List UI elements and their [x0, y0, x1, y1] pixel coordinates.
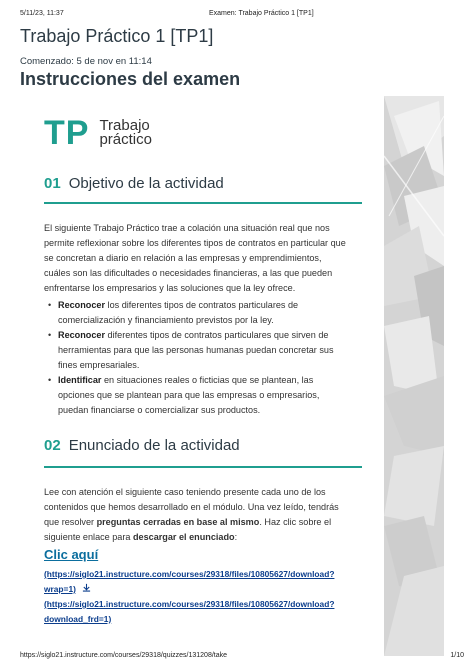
text-line: en situaciones reales o ficticias que se plantean, las — [101, 375, 314, 385]
text-line: herramientas para que las personas humanas puedan concretar sus — [58, 345, 334, 355]
bullet-keyword: Reconocer — [58, 330, 106, 340]
logo-text-line1: Trabajo — [99, 117, 150, 134]
list-item — [48, 373, 362, 418]
text-line: contenidos que hemos desarrollado en el módulo. Una vez leído, tendrás — [44, 502, 339, 512]
section-heading-enunciado — [44, 437, 362, 454]
section-title: Objetivo de la actividad — [68, 175, 224, 192]
page-title: Trabajo Práctico 1 [TP1] — [20, 26, 214, 46]
logo-text-line2: práctico — [99, 131, 152, 148]
text-span: siguiente enlace para — [44, 532, 133, 542]
geometric-pattern-image — [384, 96, 444, 656]
text-line: El siguiente Trabajo Práctico trae a colación una situación real que nos — [44, 223, 330, 233]
instructions-title: Instrucciones del examen — [20, 69, 241, 89]
section-divider — [44, 466, 362, 468]
section-number: 01 — [44, 175, 61, 192]
text-line: los diferentes tipos de contratos particulares de — [105, 300, 299, 310]
url-text: wrap=1) — [44, 584, 76, 594]
page-url: https://siglo21.instructure.com/courses/29318/quizzes/131208/take — [20, 652, 228, 659]
bullet-keyword: Identificar — [58, 375, 102, 385]
url-text: (https://siglo21.instructure.com/courses/29318/files/10805627/download? — [44, 569, 335, 579]
list-item — [48, 298, 362, 328]
url-text: download_frd=1) — [44, 614, 112, 624]
download-file-link[interactable] — [44, 597, 354, 627]
text-line: opciones que se plantean para que las empresas o empresarios, — [58, 390, 320, 400]
decorative-banner — [384, 96, 444, 656]
text-line: fines empresariales. — [58, 360, 140, 370]
download-preview-link[interactable] — [44, 567, 354, 597]
started-timestamp: Comenzado: 5 de nov en 11:14 — [20, 56, 152, 67]
text-line: comercialización y financiamiento previstos por la ley. — [58, 315, 274, 325]
print-datetime: 5/11/23, 11:37 — [20, 10, 64, 17]
logo-text — [99, 119, 152, 147]
section-number: 02 — [44, 437, 61, 454]
bullet-keyword: Reconocer — [58, 300, 106, 310]
logo-mark: TP — [44, 114, 90, 152]
download-link-heading[interactable]: Clic aquí — [44, 547, 99, 562]
print-page-title: Examen: Trabajo Práctico 1 [TP1] — [209, 10, 314, 17]
bold-text: descargar el enunciado — [132, 532, 235, 542]
section-title: Enunciado de la actividad — [68, 437, 240, 454]
text-line: enfrentarse los empresarios y las soluciones que la ley ofrece. — [44, 283, 296, 293]
text-span: : — [234, 532, 238, 542]
statement-paragraph — [44, 485, 364, 545]
objectives-list — [48, 298, 362, 418]
text-span: que resolver — [44, 517, 97, 527]
text-span: . Haz clic sobre el — [259, 517, 332, 527]
text-line — [44, 530, 364, 545]
bold-text: preguntas cerradas en base al mismo — [96, 517, 260, 527]
text-line: Lee con atención el siguiente caso teniendo presente cada uno de los — [44, 487, 326, 497]
download-icon[interactable] — [82, 582, 91, 597]
text-line: puedan financiarse o comercializar sus productos. — [58, 405, 261, 415]
tp-logo — [44, 114, 152, 152]
text-line: permite reflexionar sobre los diferentes tipos de contratos en particular que — [44, 238, 346, 248]
text-line: cuáles son las dificultades o necesidades financieras, a las que pueden — [44, 268, 333, 278]
text-line — [44, 515, 364, 530]
section-divider — [44, 202, 362, 204]
url-text: (https://siglo21.instructure.com/courses/29318/files/10805627/download? — [44, 599, 335, 609]
list-item — [48, 328, 362, 373]
page-counter: 1/10 — [450, 652, 464, 659]
objective-paragraph — [44, 221, 364, 296]
section-heading-objetivo — [44, 175, 362, 192]
text-line: se concretan a diario en relación a las empresas y emprendimientos, — [44, 253, 322, 263]
text-line: diferentes tipos de contratos particulares que sirven de — [105, 330, 329, 340]
